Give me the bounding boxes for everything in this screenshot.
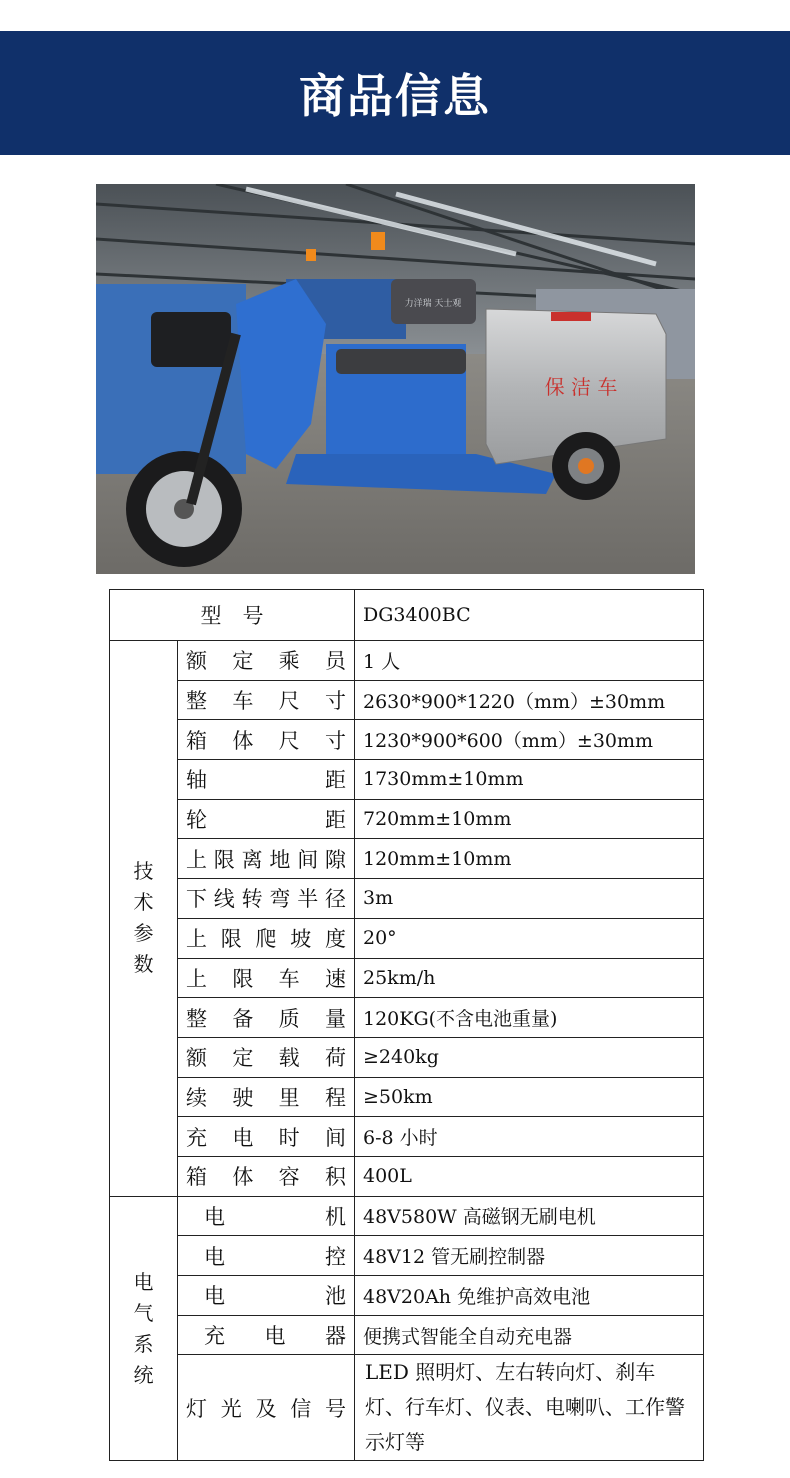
- row-value: 48V12 管无刷控制器: [355, 1236, 704, 1276]
- page-title: 商品信息: [299, 69, 491, 123]
- row-value: 3m: [355, 879, 704, 919]
- table-row: [110, 998, 704, 1038]
- table-row: [110, 1117, 704, 1157]
- row-value: 1230*900*600（mm）±30mm: [355, 720, 704, 760]
- product-photo: [96, 184, 695, 574]
- row-value: 1 人: [355, 641, 704, 681]
- row-value: 400L: [355, 1156, 704, 1196]
- table-row: [110, 1315, 704, 1355]
- row-value: 1730mm±10mm: [355, 760, 704, 800]
- table-row: [110, 958, 704, 998]
- row-label: 充电时间: [178, 1117, 355, 1157]
- table-row: [110, 1196, 704, 1236]
- row-label: 充电器: [178, 1315, 355, 1355]
- row-label: 轮 距: [178, 799, 355, 839]
- group-label-elec: 电气系统: [110, 1196, 178, 1461]
- row-label: 箱体尺寸: [178, 720, 355, 760]
- table-row-model: [110, 590, 704, 641]
- row-label: 续驶里程: [178, 1077, 355, 1117]
- table-row: [110, 1355, 704, 1461]
- row-value: 720mm±10mm: [355, 799, 704, 839]
- row-label: 电 池: [178, 1276, 355, 1316]
- row-label: 上限车速: [178, 958, 355, 998]
- row-value: LED 照明灯、左右转向灯、刹车灯、行车灯、仪表、电喇叭、工作警示灯等: [355, 1355, 704, 1461]
- table-row: [110, 641, 704, 681]
- page-header: [0, 31, 790, 155]
- model-label: 型 号: [110, 590, 355, 641]
- row-value: 48V580W 高磁钢无刷电机: [355, 1196, 704, 1236]
- table-row: [110, 918, 704, 958]
- row-value: 6-8 小时: [355, 1117, 704, 1157]
- table-row: [110, 760, 704, 800]
- row-label: 电 控: [178, 1236, 355, 1276]
- row-value: ≥240kg: [355, 1037, 704, 1077]
- row-value: 2630*900*1220（mm）±30mm: [355, 680, 704, 720]
- group-label-tech: 技术参数: [110, 641, 178, 1197]
- seat-label: 力洋瑞 天士观: [404, 299, 462, 309]
- row-label: 额定载荷: [178, 1037, 355, 1077]
- row-label: 下线转弯半径: [178, 879, 355, 919]
- row-label: 箱体容积: [178, 1156, 355, 1196]
- row-value: 120KG(不含电池重量): [355, 998, 704, 1038]
- table-row: [110, 1276, 704, 1316]
- row-label: 上限爬坡度: [178, 918, 355, 958]
- table-row: [110, 1156, 704, 1196]
- table-row: [110, 720, 704, 760]
- spec-table: [109, 589, 704, 1461]
- table-row: [110, 799, 704, 839]
- table-row: [110, 680, 704, 720]
- table-row: [110, 1236, 704, 1276]
- table-row: [110, 879, 704, 919]
- product-photo-illustration: [96, 184, 695, 574]
- table-row: [110, 839, 704, 879]
- box-label: 保 洁 车: [544, 375, 618, 399]
- row-value: 25km/h: [355, 958, 704, 998]
- model-value: DG3400BC: [355, 590, 704, 641]
- row-label: 电 机: [178, 1196, 355, 1236]
- row-label: 额定乘员: [178, 641, 355, 681]
- row-value: 120mm±10mm: [355, 839, 704, 879]
- row-label: 上限离地间隙: [178, 839, 355, 879]
- row-label: 轴 距: [178, 760, 355, 800]
- row-label: 整车尺寸: [178, 680, 355, 720]
- table-row: [110, 1077, 704, 1117]
- row-value: ≥50km: [355, 1077, 704, 1117]
- row-value: 48V20Ah 免维护高效电池: [355, 1276, 704, 1316]
- row-value: 20°: [355, 918, 704, 958]
- row-label: 灯光及信号: [178, 1355, 355, 1461]
- row-value: 便携式智能全自动充电器: [355, 1315, 704, 1355]
- table-row: [110, 1037, 704, 1077]
- row-label: 整备质量: [178, 998, 355, 1038]
